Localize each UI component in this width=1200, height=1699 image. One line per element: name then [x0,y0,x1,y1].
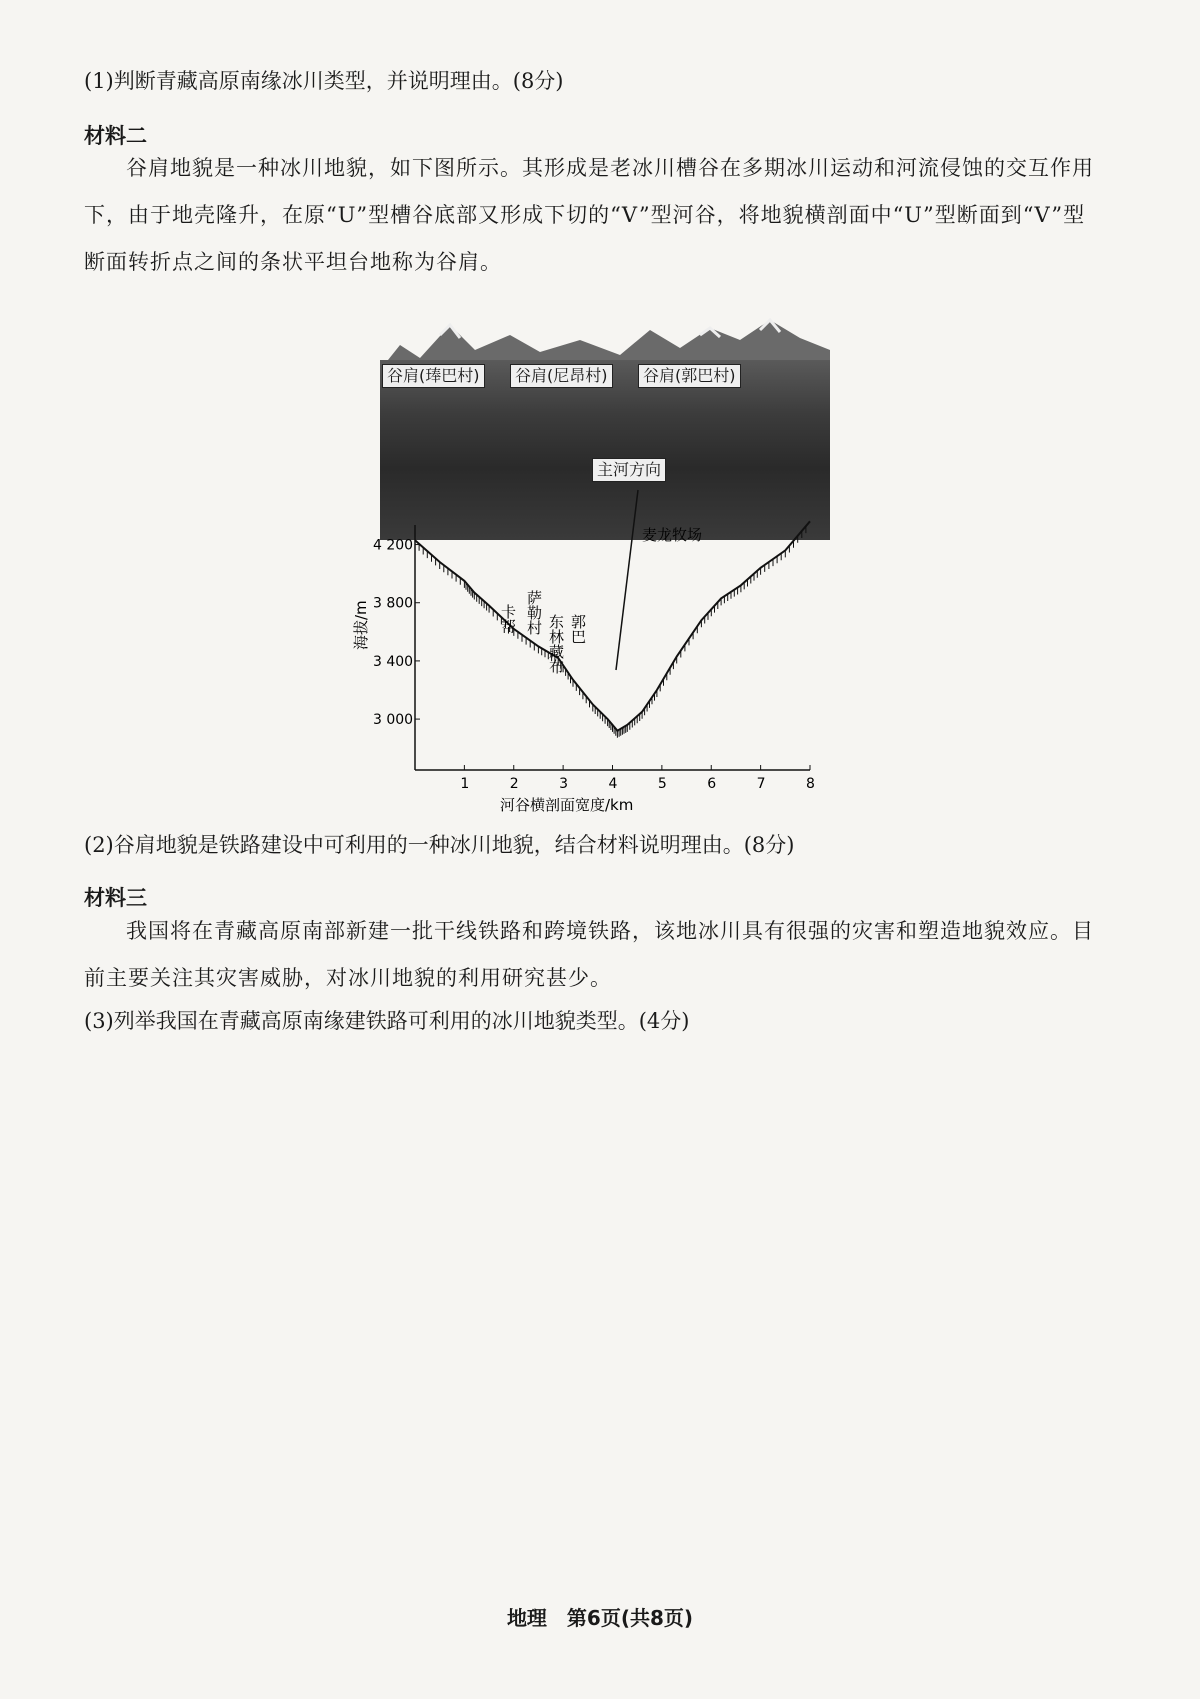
material-3-paragraph: 我国将在青藏高原南部新建一批干线铁路和跨境铁路，该地冰川具有很强的灾害和塑造地貌效应。目前主要关注其灾害威胁，对冰川地貌的利用研究甚少。 [84,919,1094,990]
y-tick-label: 3 400 [373,653,414,670]
material-3-heading: 材料三 [84,886,147,910]
x-tick-label: 8 [806,776,815,792]
valley-profile-chart [352,520,840,820]
question-3: (3)列举我国在青藏高原南缘建铁路可利用的冰川地貌类型。(4分) [84,1009,690,1033]
x-tick-label: 7 [756,776,766,792]
material-2-heading: 材料二 [84,124,147,148]
x-tick-label: 6 [707,776,717,792]
profile-line [415,521,810,730]
label-kabang: 卡帮 [499,604,517,634]
label-donglinzangbu: 东林藏布 [547,614,565,674]
y-tick-label: 4 200 [373,537,414,554]
chart-axes [415,525,810,770]
x-tick-label: 5 [657,776,667,792]
river-direction-label: 主河方向 [592,458,666,482]
x-axis-label: 河谷横剖面宽度/km [500,796,634,814]
profile-hatch [415,526,806,738]
x-tick-label: 4 [608,776,618,792]
x-tick-label: 1 [460,776,470,792]
y-axis-label: 海拔/m [352,600,370,650]
label-guoba: 郭巴 [569,614,587,644]
y-tick-label: 3 800 [373,595,414,612]
photo-label-guoba: 谷肩(郭巴村) [638,364,741,388]
question-2: (2)谷肩地貌是铁路建设中可利用的一种冰川地貌，结合材料说明理由。(8分) [84,833,795,857]
x-tick-label: 3 [559,776,569,792]
y-tick-label: 3 000 [373,712,414,729]
x-tick-label: 2 [509,776,519,792]
page-footer: 地理 第6页(共8页) [506,1606,694,1630]
photo-label-bengba: 谷肩(琫巴村) [382,364,485,388]
valley-shoulder-figure [352,300,840,820]
photo-label-niang: 谷肩(尼昂村) [510,364,613,388]
chart-ticks [373,538,815,792]
material-2-paragraph: 谷肩地貌是一种冰川地貌，如下图所示。其形成是老冰川槽谷在多期冰川运动和河流侵蚀的交互作用下，由于地壳隆升，在原“U”型槽谷底部又形成下切的“V”型河谷，将地貌横剖面中“U”型断面到“V”型断面转折点之间的条状平坦台地称为谷肩。 [84,156,1094,274]
label-saleicun: 萨勒村 [525,590,543,635]
question-1: (1)判断青藏高原南缘冰川类型，并说明理由。(8分) [84,69,564,93]
label-mailong: 麦龙牧场 [642,526,703,544]
